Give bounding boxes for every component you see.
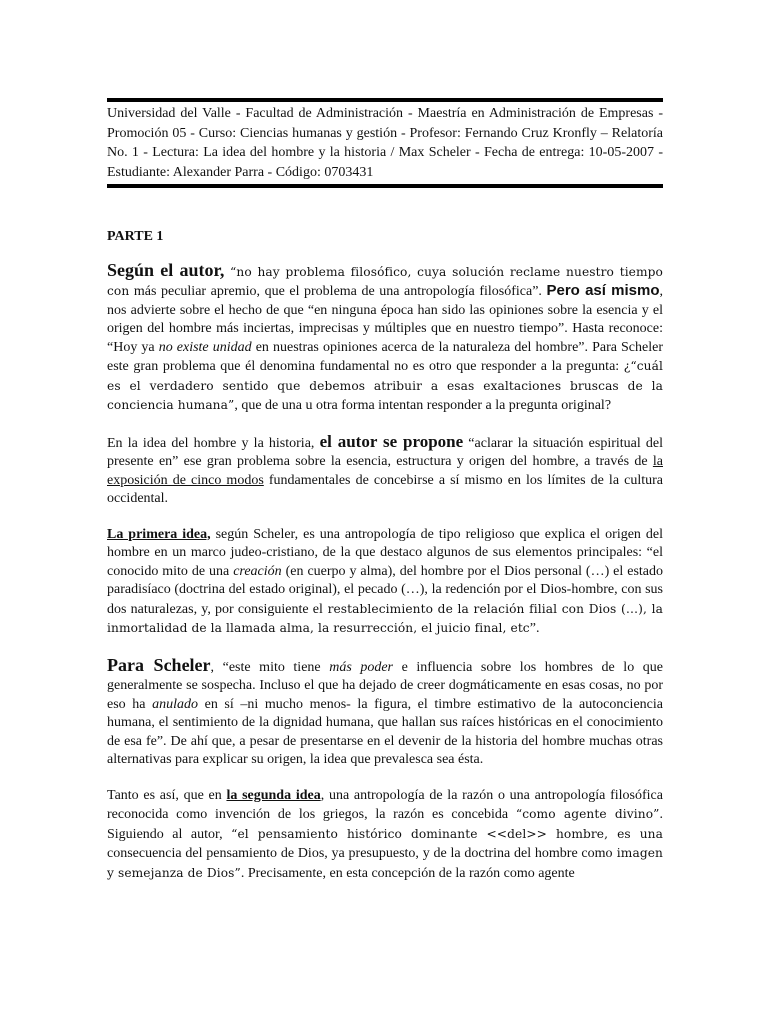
p5-alt3: imagen y semejanza de Dios” [107,846,663,880]
p2-text1: En la idea del hombre y la historia, [107,435,320,451]
p5-text4: consecuencia del pensamiento de Dios, ya presupuesto, y de la doctrina del hombre como [107,846,613,861]
p1-text4: , que de una u otra forma intentan responder a la pregunta original? [234,398,612,413]
p4-lead: Para Scheler [107,654,211,675]
p1-text3: en nuestras opiniones acerca de la naturaleza del hombre”. Para Scheler este gran problema que él denomina fundamental no es otro que responder a la pregunta: [107,339,664,374]
paragraph-3 [107,526,663,639]
p1-close1: ”. [532,284,547,299]
paragraph-1 [107,261,663,416]
p4-text2: e influencia sobre los hombres de lo que generalmente se sospecha. Incluso el que ha dejado de creer dogmáticamente en esas cosas, no por eso ha [107,659,663,712]
p1-text2: , nos advierte sobre el hecho de que “en ninguna época han sido las opiniones sobre la esencia y el origen del hombre más inciertas, imprecisas y múltiples que en nuestro tiempo”. Hasta reconoce: “Hoy ya [107,284,663,355]
p2-underline: la exposición de cinco modos [107,454,663,488]
p5-alt2: “el pensamiento histórico dominante <<del>> hombre, es una [231,826,663,841]
p5-lead: la segunda idea [226,787,321,803]
p4-italic1: más poder [329,659,393,675]
section-title: PARTE 1 [107,229,164,244]
document-header: Universidad del Valle - Facultad de Administración - Maestría en Administración de Empresas - Promoción 05 - Curso: Ciencias humanas y gestión - Profesor: Fernando Cruz Kronfly – Relatoría No. 1 - Lectura: La idea del hombre y la historia / Max Scheler - Fecha de entrega: 10-05-2007 - Estudiante: Alexander Parra - Código: 0703431 [107,106,663,180]
p3-italic1: creación [233,563,282,579]
p5-alt1: “como agente divino” [515,807,660,821]
p3-lead: La primera idea, [107,526,211,542]
p3-text2: (en cuerpo y alma), del hombre por el Dios personal (…) el estado paradisíaco (doctrina del estado original), el pecado (…), la redención por el Dios-hombre, con sus dos naturalezas, y, por consiguiente el [107,563,663,617]
p1-lead2: Pero así mismo [546,282,660,299]
p5-text3: . Siguiendo al autor, [107,807,663,842]
document-body [107,228,663,900]
p2-text3: fundamentales de concebirse a sí mismo en los límites de la cultura occidental. [107,472,663,506]
paragraph-2 [107,433,663,509]
p4-italic2: anulado [152,696,198,712]
p4-text1: , “este mito tiene [210,659,330,675]
p1-quote2: ¿“cuál es el verdadero sentido que debemos atribuir a esas exaltaciones bruscas de la conciencia humana” [107,359,663,412]
p3-text1: según Scheler, es una antropología de tipo religioso que explica el origen del hombre en un marco judeo-cristiano, de la que destaco algunos de sus elementos principales: “el conocido mito de una [107,526,663,579]
p1-lead: Según el autor, [107,259,225,280]
header-top-rule [107,98,663,102]
p5-text5: . Precisamente, en esta concepción de la razón como agente [240,865,575,881]
p4-text3: en sí –ni mucho menos- la figura, el timbre estimativo de la autoconciencia humana, el sentimiento de la dignidad humana, que hallan sus raíces históricas en el conocimiento de esa fe”. De ahí que, a pesar de presentarse en el devenir de la historia del hombre muchas otras alternativas para explicar su origen, la idea que prevalesca sea ésta. [107,696,663,767]
p2-text2: “aclarar la situación espiritual del presente en” ese gran problema sobre la esencia, estructura y origen del hombre, a través de [107,435,663,469]
p1-italic1: no existe unidad [158,339,252,355]
p5-text1: Tanto es así, que en [107,787,227,803]
p2-lead: el autor se propone [319,431,464,451]
p5-text2: , una antropología de la razón o una antropología filosófica reconocida como invención de los griegos, la razón es concebida [107,787,663,822]
paragraph-4 [107,656,663,770]
p3-alt: restablecimiento de la relación filial con Dios (…), la inmortalidad de la llamada alma, la resurrección, el juicio final, etc [107,601,663,635]
p1-text1: más peculiar apremio, que el problema de una antropología filosófica [129,284,533,299]
header-bottom-rule [107,184,663,188]
p3-text3: ”. [529,621,540,636]
paragraph-5 [107,787,663,884]
p1-quote1: “no hay problema filosófico, cuya solución reclame nuestro tiempo con [107,264,663,298]
